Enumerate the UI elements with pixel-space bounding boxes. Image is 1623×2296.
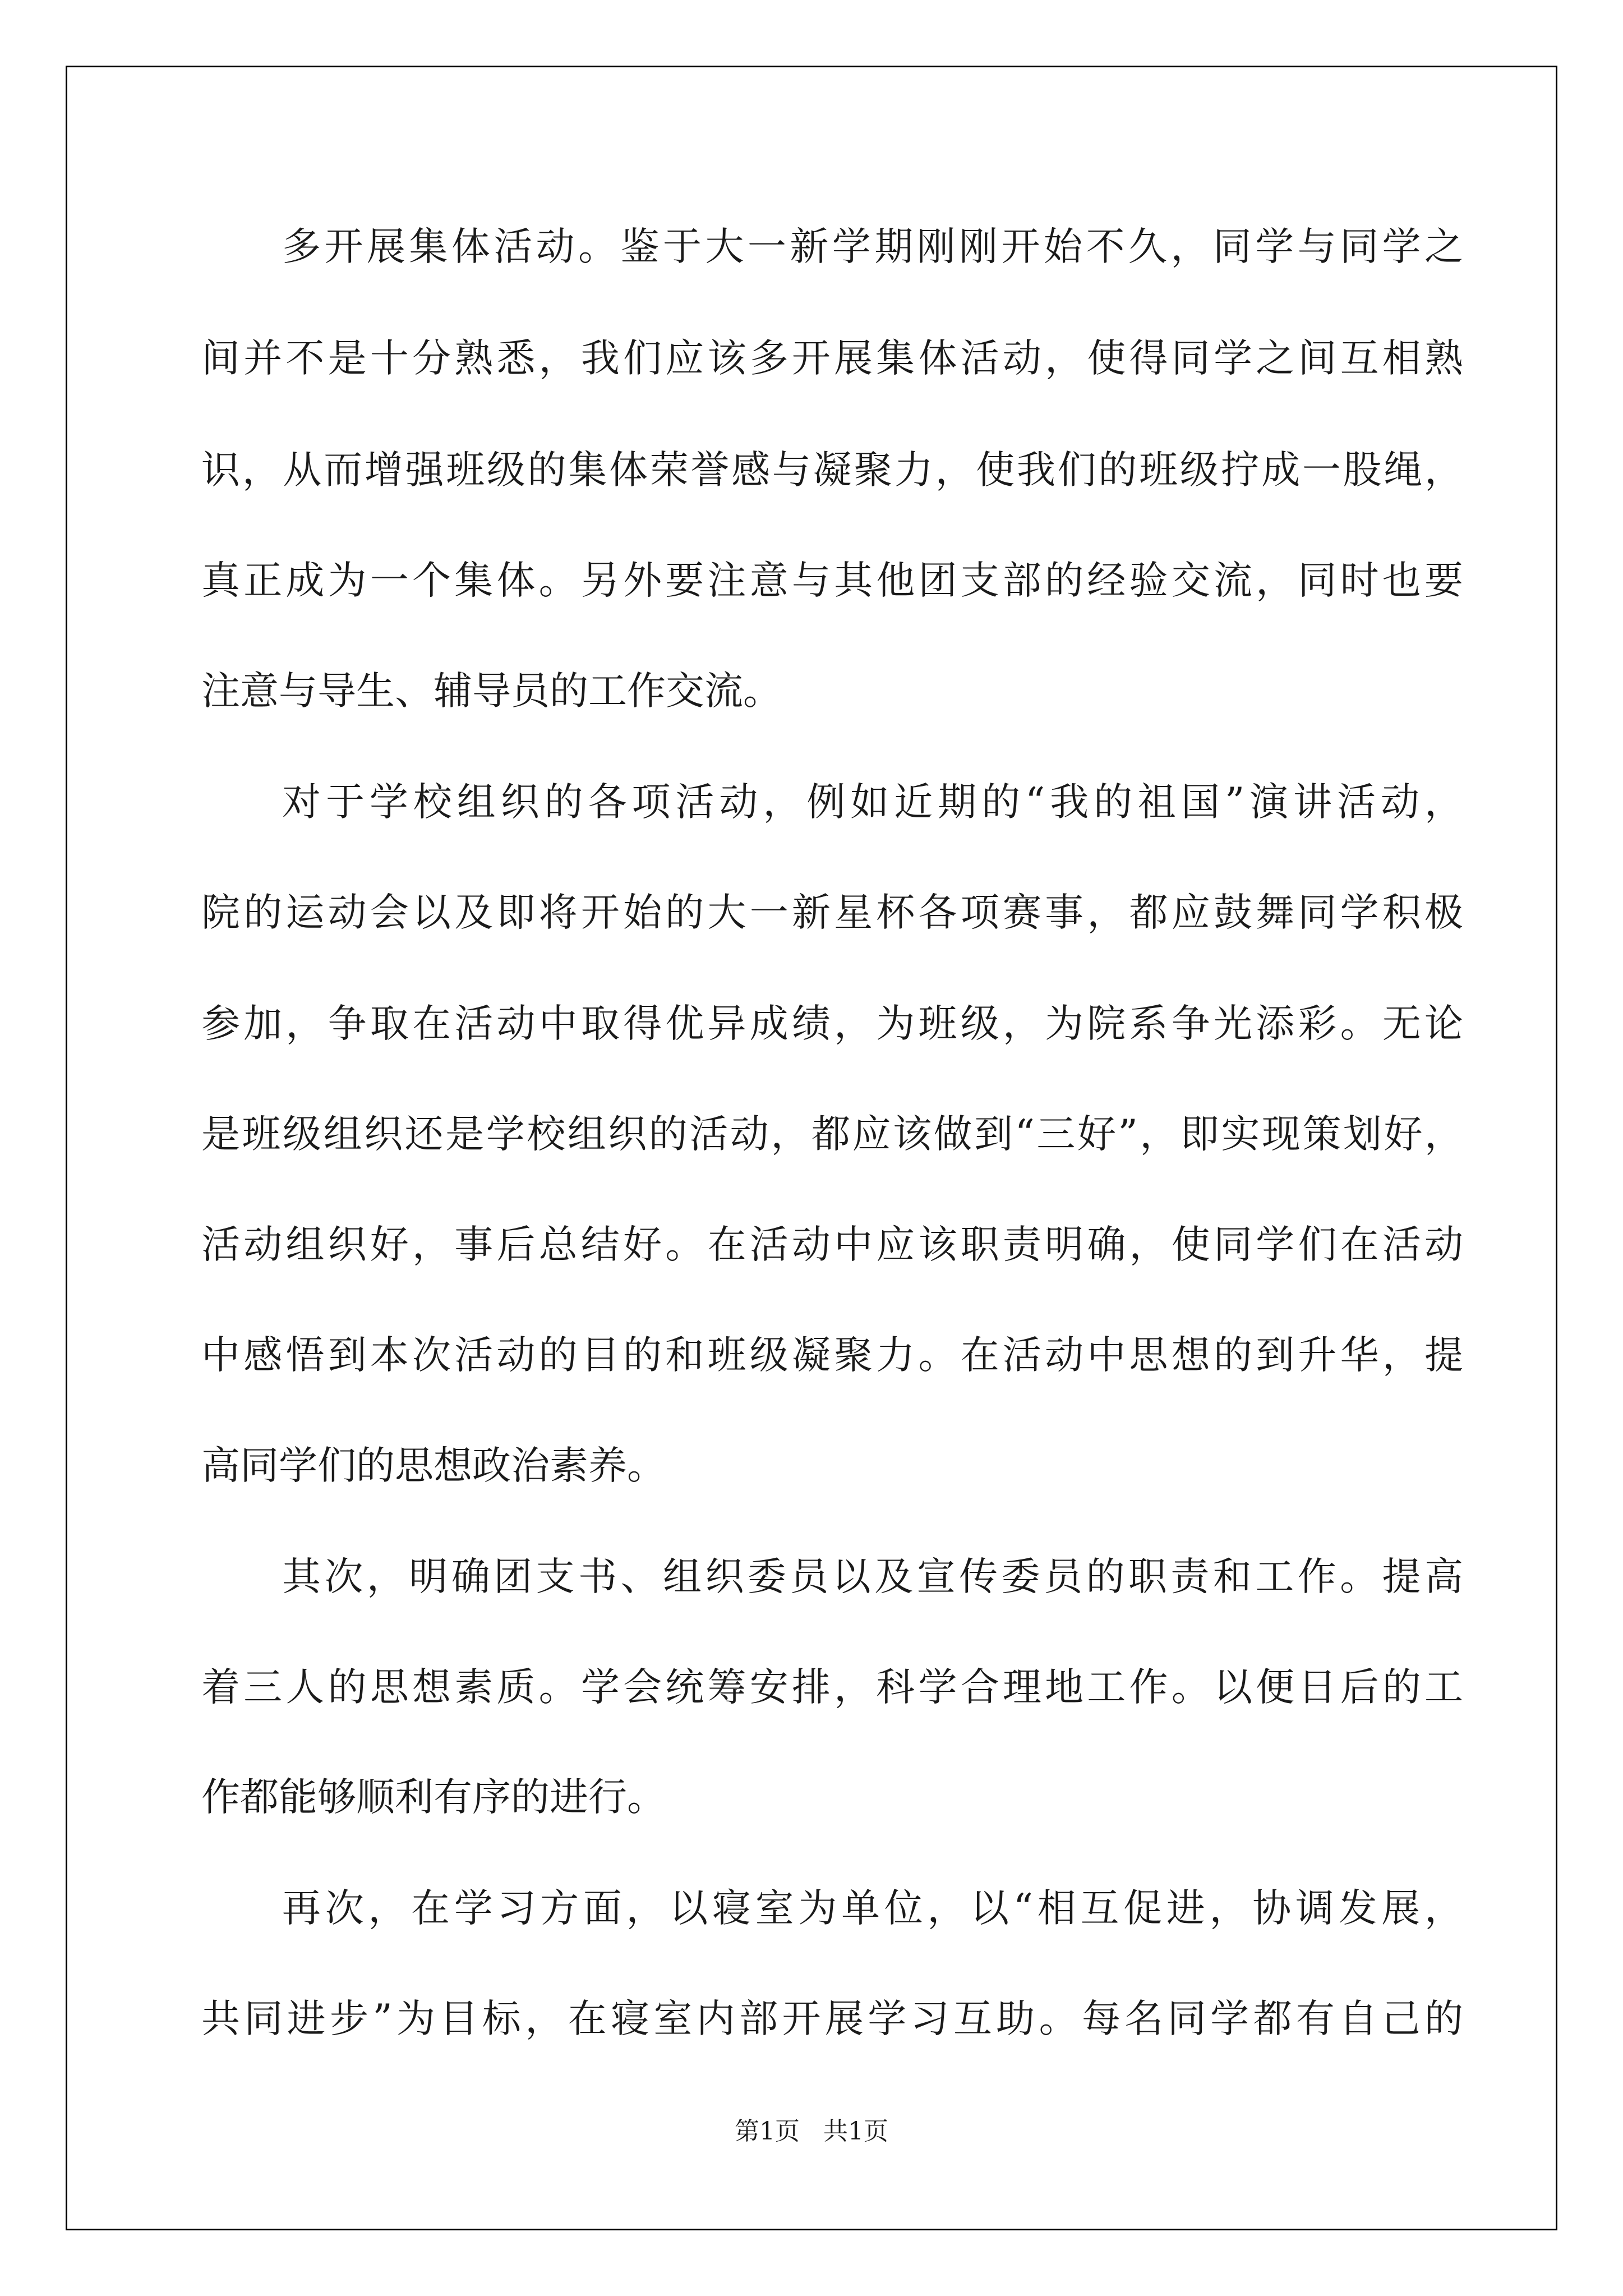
page-footer: 第1页 共1页 [735,2117,888,2146]
text-line: 中感悟到本次活动的目的和班级凝聚力。在活动中思想的到升华，提 [201,1333,1463,1378]
text-line: 其次，明确团支书、组织委员以及宣传委员的职责和工作。提高 [282,1554,1463,1599]
text-line: 着三人的思想素质。学会统筹安排，科学合理地工作。以便日后的工 [201,1665,1463,1710]
text-line: 参加，争取在活动中取得优异成绩，为班级，为院系争光添彩。无论 [201,1001,1463,1046]
text-line: 院的运动会以及即将开始的大一新星杯各项赛事，都应鼓舞同学积极 [201,890,1463,935]
text-line: 再次，在学习方面，以寝室为单位，以“相互促进，协调发展， [282,1886,1463,1931]
text-line: 注意与导生、辅导员的工作交流。 [201,669,782,714]
text-line: 高同学们的思想政治素养。 [201,1443,666,1488]
text-line: 真正成为一个集体。另外要注意与其他团支部的经验交流，同时也要 [201,558,1463,603]
text-line: 多开展集体活动。鉴于大一新学期刚刚开始不久，同学与同学之 [282,224,1463,269]
text-line: 作都能够顺利有序的进行。 [201,1775,666,1820]
text-line: 间并不是十分熟悉，我们应该多开展集体活动，使得同学之间互相熟 [201,336,1463,381]
text-line: 活动组织好，事后总结好。在活动中应该职责明确，使同学们在活动 [201,1222,1463,1267]
text-line: 是班级组织还是学校组织的活动，都应该做到“三好”，即实现策划好， [201,1112,1463,1157]
text-line: 识，从而增强班级的集体荣誉感与凝聚力，使我们的班级拧成一股绳， [201,448,1463,493]
text-line: 共同进步”为目标，在寝室内部开展学习互助。每名同学都有自己的 [201,1996,1463,2041]
text-line: 对于学校组织的各项活动，例如近期的“我的祖国”演讲活动， [282,780,1463,825]
